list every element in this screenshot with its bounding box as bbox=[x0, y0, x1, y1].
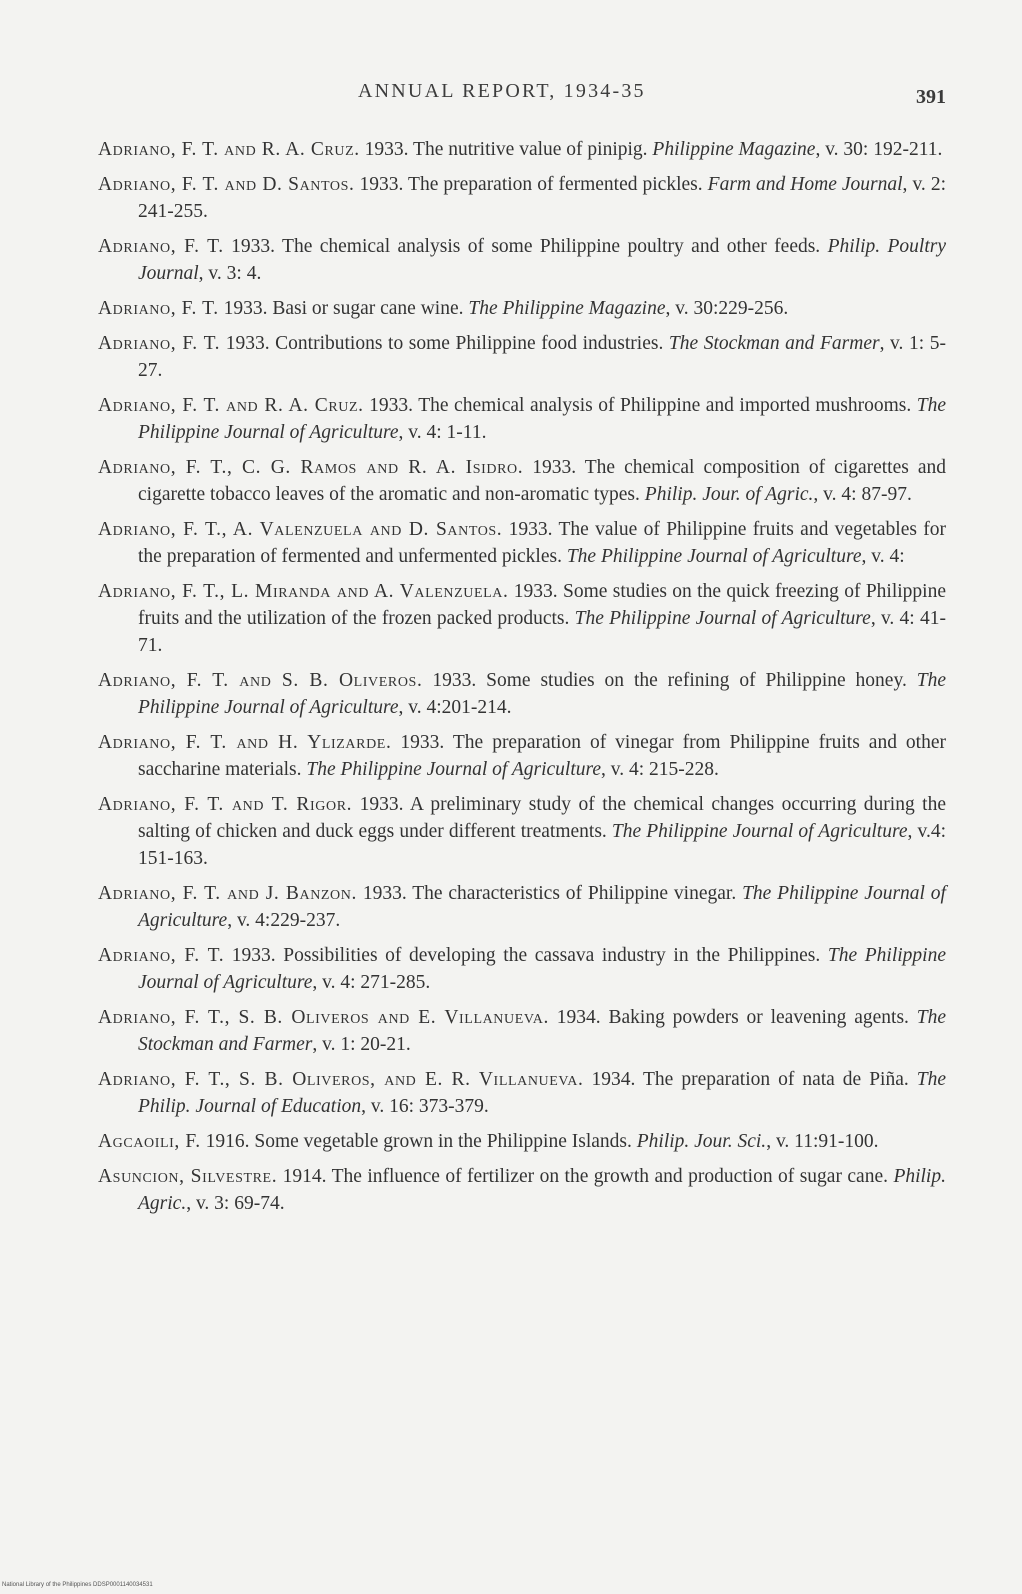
reference-volume: , v. 4: 87-97. bbox=[813, 484, 912, 505]
reference-volume: , v. 4: bbox=[861, 546, 905, 567]
reference-entry bbox=[98, 136, 946, 163]
reference-entry bbox=[98, 729, 946, 783]
reference-text: 1933. The value of Philippine fruits and vegetables for the preparation of fermented and unfermented pickles. bbox=[138, 519, 946, 567]
reference-volume: , v. 3: 4. bbox=[198, 263, 262, 284]
reference-author: Adriano, F. T., S. B. Oliveros and E. Villanueva. bbox=[98, 1007, 549, 1028]
reference-source: The Philippine Journal of Agriculture bbox=[574, 608, 871, 629]
reference-entry bbox=[98, 1066, 946, 1120]
reference-author: Adriano, F. T. bbox=[98, 945, 225, 966]
reference-entry bbox=[98, 942, 946, 996]
reference-author: Adriano, F. T., L. Miranda and A. Valenzuela. bbox=[98, 581, 509, 602]
reference-text: 1914. The influence of fertilizer on the growth and production of sugar cane. bbox=[277, 1166, 894, 1187]
reference-volume: , v. 4: 215-228. bbox=[601, 759, 719, 780]
reference-author: Adriano, F. T. bbox=[98, 298, 219, 319]
reference-volume: , v. 30: 192-211. bbox=[815, 139, 943, 160]
reference-source: Philip. Agric. bbox=[138, 1166, 946, 1214]
reference-text: 1933. A preliminary study of the chemical changes occurring during the salting of chicken and duck eggs under different treatments. bbox=[138, 794, 946, 842]
reference-source: The Philip. Journal of Education bbox=[138, 1069, 946, 1117]
reference-text: 1933. Basi or sugar cane wine. bbox=[218, 298, 469, 319]
reference-text: 1934. The preparation of nata de Piña. bbox=[583, 1069, 917, 1090]
page-header bbox=[0, 80, 1022, 112]
reference-author: Adriano, F. T. bbox=[98, 236, 224, 257]
reference-author: Adriano, F. T. bbox=[98, 333, 221, 354]
reference-author: Adriano, F. T., S. B. Oliveros, and E. R. Villanueva. bbox=[98, 1069, 584, 1090]
reference-source: The Philippine Journal of Agriculture bbox=[566, 546, 862, 567]
reference-text: 1916. Some vegetable grown in the Philippine Islands. bbox=[200, 1131, 637, 1152]
reference-volume: , v. 4: 1-11. bbox=[398, 422, 487, 443]
scan-footer: National Library of the Philippines DDSP0001140034531 bbox=[2, 1582, 153, 1588]
reference-text: 1933. The preparation of fermented pickles. bbox=[354, 174, 708, 195]
reference-author: Adriano, F. T. and R. A. Cruz. bbox=[98, 395, 364, 416]
reference-source: The Stockman and Farmer bbox=[138, 1007, 946, 1055]
reference-text: 1933. The chemical analysis of Philippine and imported mushrooms. bbox=[363, 395, 917, 416]
reference-volume: , v. 30:229-256. bbox=[665, 298, 789, 319]
reference-volume: , v. 4: 271-285. bbox=[312, 972, 431, 993]
reference-entry bbox=[98, 171, 946, 225]
reference-volume: , v. 1: 20-21. bbox=[312, 1034, 411, 1055]
reference-entry bbox=[98, 578, 946, 659]
reference-text: 1933. The characteristics of Philippine vinegar. bbox=[356, 883, 743, 904]
reference-author: Adriano, F. T., A. Valenzuela and D. Santos. bbox=[98, 519, 503, 540]
reference-author: Asuncion, Silvestre. bbox=[98, 1166, 278, 1187]
reference-author: Adriano, F. T. and D. Santos. bbox=[98, 174, 355, 195]
reference-entry bbox=[98, 1004, 946, 1058]
reference-volume: , v. 11:91-100. bbox=[766, 1131, 879, 1152]
reference-author: Adriano, F. T. and R. A. Cruz. bbox=[98, 139, 360, 160]
reference-text: 1933. Some studies on the quick freezing of Philippine fruits and the utilization of the frozen packed products. bbox=[138, 581, 946, 629]
reference-volume: , v. 3: 69-74. bbox=[186, 1193, 285, 1214]
reference-source: The Philippine Journal of Agriculture bbox=[138, 670, 946, 718]
reference-volume: , v. 16: 373-379. bbox=[361, 1096, 489, 1117]
reference-source: Farm and Home Journal bbox=[707, 174, 903, 195]
reference-author: Adriano, F. T. and J. Banzon. bbox=[98, 883, 357, 904]
reference-entry bbox=[98, 791, 946, 872]
reference-volume: , v. 4: 41-71. bbox=[138, 608, 946, 656]
reference-source: Philip. Jour. Sci. bbox=[636, 1131, 767, 1152]
reference-text: 1933. The nutritive value of pinipig. bbox=[359, 139, 653, 160]
reference-source: The Philippine Journal of Agriculture bbox=[611, 821, 908, 842]
reference-text: 1934. Baking powders or leavening agents. bbox=[548, 1007, 917, 1028]
reference-author: Agcaoili, F. bbox=[98, 1131, 201, 1152]
reference-entry bbox=[98, 392, 946, 446]
reference-entry bbox=[98, 295, 946, 322]
page-number: 391 bbox=[916, 86, 946, 108]
reference-entry bbox=[98, 1163, 946, 1217]
reference-entry bbox=[98, 516, 946, 570]
reference-entry bbox=[98, 880, 946, 934]
running-title: ANNUAL REPORT, 1934-35 bbox=[358, 80, 646, 102]
reference-entry bbox=[98, 454, 946, 508]
reference-source: Philip. Poultry Journal bbox=[138, 236, 946, 284]
reference-text: 1933. Some studies on the refining of Philippine honey. bbox=[422, 670, 917, 691]
reference-list bbox=[98, 136, 946, 1225]
reference-source: The Philippine Magazine bbox=[468, 298, 666, 319]
reference-author: Adriano, F. T. and H. Ylizarde. bbox=[98, 732, 392, 753]
reference-source: The Philippine Journal of Agriculture bbox=[138, 395, 946, 443]
reference-volume: , v. 4:201-214. bbox=[398, 697, 512, 718]
reference-entry bbox=[98, 330, 946, 384]
reference-source: Philip. Jour. of Agric. bbox=[644, 484, 814, 505]
reference-volume: , v. 2: 241-255. bbox=[138, 174, 946, 222]
reference-source: The Stockman and Farmer bbox=[668, 333, 880, 354]
reference-volume: , v. 1: 5-27. bbox=[138, 333, 946, 381]
reference-author: Adriano, F. T. and T. Rigor. bbox=[98, 794, 353, 815]
reference-entry bbox=[98, 667, 946, 721]
reference-author: Adriano, F. T., C. G. Ramos and R. A. Isidro. bbox=[98, 457, 524, 478]
reference-source: The Philippine Journal of Agriculture bbox=[138, 883, 946, 931]
reference-volume: , v. 4:229-237. bbox=[227, 910, 341, 931]
reference-text: 1933. The preparation of vinegar from Philippine fruits and other saccharine materials. bbox=[138, 732, 946, 780]
reference-text: 1933. The chemical composition of cigarettes and cigarette tobacco leaves of the aromatic and non-aromatic types. bbox=[138, 457, 946, 505]
reference-entry bbox=[98, 233, 946, 287]
reference-source: The Philippine Journal of Agriculture bbox=[138, 945, 946, 993]
reference-source: Philippine Magazine bbox=[652, 139, 816, 160]
reference-text: 1933. Contributions to some Philippine food industries. bbox=[220, 333, 669, 354]
reference-source: The Philippine Journal of Agriculture bbox=[306, 759, 602, 780]
reference-entry bbox=[98, 1128, 946, 1155]
reference-text: 1933. Possibilities of developing the cassava industry in the Philippines. bbox=[224, 945, 828, 966]
reference-author: Adriano, F. T. and S. B. Oliveros. bbox=[98, 670, 423, 691]
reference-text: 1933. The chemical analysis of some Philippine poultry and other feeds. bbox=[223, 236, 828, 257]
reference-volume: , v.4: 151-163. bbox=[138, 821, 946, 869]
